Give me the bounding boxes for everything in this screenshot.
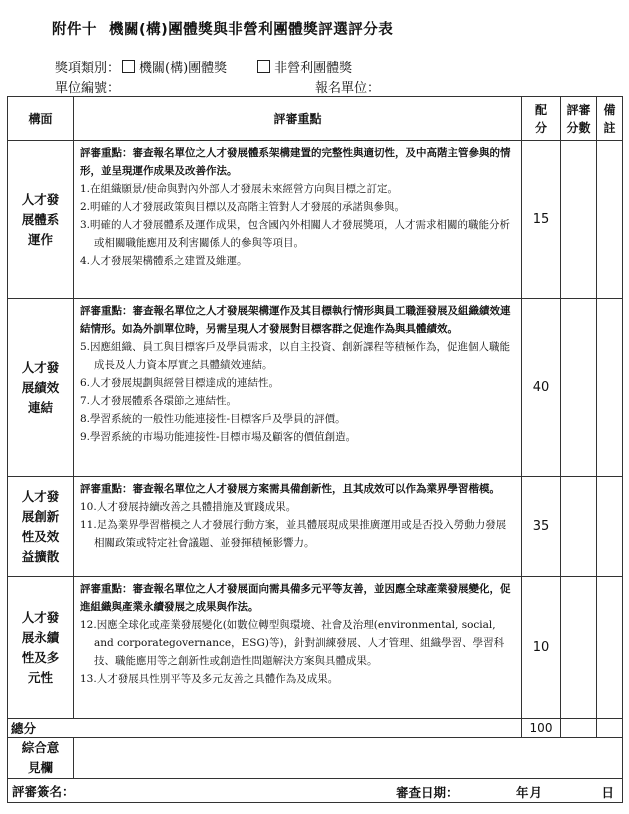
points-value: 15 bbox=[522, 141, 561, 299]
form-title bbox=[52, 18, 393, 39]
total-remark-cell bbox=[597, 719, 623, 738]
table-header-row bbox=[8, 97, 623, 141]
criteria-item: 13.人才發展具性別平等及多元友善之具體作為及成果。 bbox=[80, 673, 339, 685]
dimension-cell: 人才發 展體系 運作 bbox=[8, 141, 74, 299]
review-date-label: 審查日期： bbox=[396, 785, 459, 800]
option-institution-label: 機關(構)團體獎 bbox=[139, 61, 228, 76]
criteria-row-innovation bbox=[8, 477, 623, 577]
total-label: 總分 bbox=[8, 719, 522, 738]
points-value: 35 bbox=[522, 477, 561, 577]
header-remark: 備 註 bbox=[597, 97, 623, 141]
form-title-text: 機關(構)團體獎與非營利團體獎評選評分表 bbox=[109, 22, 394, 38]
points-value: 40 bbox=[522, 299, 561, 477]
focus-statement: 評審重點：審查報名單位之人才發展體系架構建置的完整性與適切性，及中高階主管參與的情形，並呈現運作成果及改善作法。 bbox=[80, 147, 511, 177]
review-date-field[interactable] bbox=[522, 779, 623, 803]
total-points: 100 bbox=[522, 719, 561, 738]
org-name-label: 報名單位： bbox=[315, 81, 381, 96]
comment-row bbox=[8, 738, 623, 779]
comment-label: 綜合意 見欄 bbox=[8, 738, 74, 779]
signature-row bbox=[8, 779, 623, 803]
reviewer-signature-field[interactable] bbox=[8, 779, 529, 803]
criteria-item: 12.因應全球化或產業發展變化(如數位轉型與環境、社會及治理(environmental, social, and corporategovernance，ESG)等)，針對訓練發展、人才管理、組織學習、學習科技、職能應用等之創新性或創造性問題解決方案與具體成果。 bbox=[80, 619, 505, 667]
focus-cell bbox=[74, 141, 522, 299]
remark-cell[interactable] bbox=[597, 299, 623, 477]
option-institution-checkbox[interactable] bbox=[122, 60, 135, 73]
dimension-cell: 人才發 展永續 性及多 元性 bbox=[8, 577, 74, 719]
remark-cell[interactable] bbox=[597, 141, 623, 299]
header-score: 評審 分數 bbox=[561, 97, 597, 141]
dimension-cell: 人才發 展績效 連結 bbox=[8, 299, 74, 477]
criteria-row-performance bbox=[8, 299, 623, 477]
total-score-cell[interactable] bbox=[561, 719, 597, 738]
criteria-row-sustainability bbox=[8, 577, 623, 719]
criteria-item: 8.學習系統的一般性功能連接性-目標客戶及學員的評價。 bbox=[80, 413, 346, 425]
score-input-cell[interactable] bbox=[561, 477, 597, 577]
award-category-label: 獎項類別： bbox=[55, 61, 121, 76]
comment-field[interactable] bbox=[74, 738, 623, 779]
option-nonprofit-checkbox[interactable] bbox=[257, 60, 270, 73]
unit-info-row bbox=[55, 77, 381, 96]
remark-cell[interactable] bbox=[597, 577, 623, 719]
dimension-cell: 人才發 展創新 性及效 益擴散 bbox=[8, 477, 74, 577]
header-focus: 評審重點 bbox=[74, 97, 522, 141]
focus-statement: 評審重點：審查報名單位之人才發展架構運作及其目標執行情形與員工職涯發展及組織績效連結情形。如為外訓單位時，另需呈現人才發展對目標客群之促進作為與具體績效。 bbox=[80, 305, 511, 335]
header-points: 配 分 bbox=[522, 97, 561, 141]
criteria-item: 6.人才發展規劃與經營目標達成的連結性。 bbox=[80, 377, 280, 389]
criteria-item: 11.足為業界學習楷模之人才發展行動方案，並具體展現成果推廣運用或是否投入勞動力發展相關政策或特定社會議題、並發揮積極影響力。 bbox=[80, 519, 507, 549]
award-category-row bbox=[55, 57, 352, 76]
option-nonprofit-label: 非營利團體獎 bbox=[274, 61, 353, 76]
criteria-item: 4.人才發展架構體系之建置及維運。 bbox=[80, 255, 248, 267]
scoring-table bbox=[7, 96, 623, 803]
focus-statement: 評審重點：審查報名單位之人才發展方案需具備創新性，且其成效可以作為業界學習楷模。 bbox=[80, 483, 500, 495]
attachment-label: 附件十 bbox=[52, 22, 97, 38]
focus-cell bbox=[74, 477, 522, 577]
date-month-label: 月 bbox=[529, 785, 543, 800]
score-input-cell[interactable] bbox=[561, 299, 597, 477]
score-input-cell[interactable] bbox=[561, 141, 597, 299]
focus-cell bbox=[74, 577, 522, 719]
criteria-item: 5.因應組織、員工與目標客戶及學員需求，以自主投資、創新課程等積極作為，促進個人職能成長及人力資本厚實之具體績效連結。 bbox=[80, 341, 511, 371]
criteria-item: 2.明確的人才發展政策與目標以及高階主管對人才發展的承諾與參與。 bbox=[80, 201, 406, 213]
points-value: 10 bbox=[522, 577, 561, 719]
header-dimension: 構面 bbox=[8, 97, 74, 141]
criteria-item: 10.人才發展持續改善之具體措施及實踐成果。 bbox=[80, 501, 297, 513]
reviewer-label: 評審簽名： bbox=[12, 783, 75, 799]
score-input-cell[interactable] bbox=[561, 577, 597, 719]
total-row bbox=[8, 719, 623, 738]
date-day-label: 日 bbox=[601, 785, 615, 800]
criteria-row-system bbox=[8, 141, 623, 299]
criteria-item: 1.在組織願景/使命與對內外部人才發展未來經營方向與目標之訂定。 bbox=[80, 183, 399, 195]
remark-cell[interactable] bbox=[597, 477, 623, 577]
date-year-label: 年 bbox=[516, 785, 529, 800]
criteria-item: 9.學習系統的市場功能連接性-目標市場及顧客的價值創造。 bbox=[80, 431, 357, 443]
focus-statement: 評審重點：審查報名單位之人才發展面向需具備多元平等友善，並因應全球產業發展變化，促進組織與產業永續發展之成果與作法。 bbox=[80, 583, 511, 613]
unit-number-label: 單位編號： bbox=[55, 81, 121, 96]
criteria-item: 3.明確的人才發展體系及運作成果，包含國內外相關人才發展獎項，人才需求相關的職能分析或相關職能應用及利害關係人的參與等項目。 bbox=[80, 219, 511, 249]
criteria-item: 7.人才發展體系各環節之連結性。 bbox=[80, 395, 238, 407]
focus-cell bbox=[74, 299, 522, 477]
